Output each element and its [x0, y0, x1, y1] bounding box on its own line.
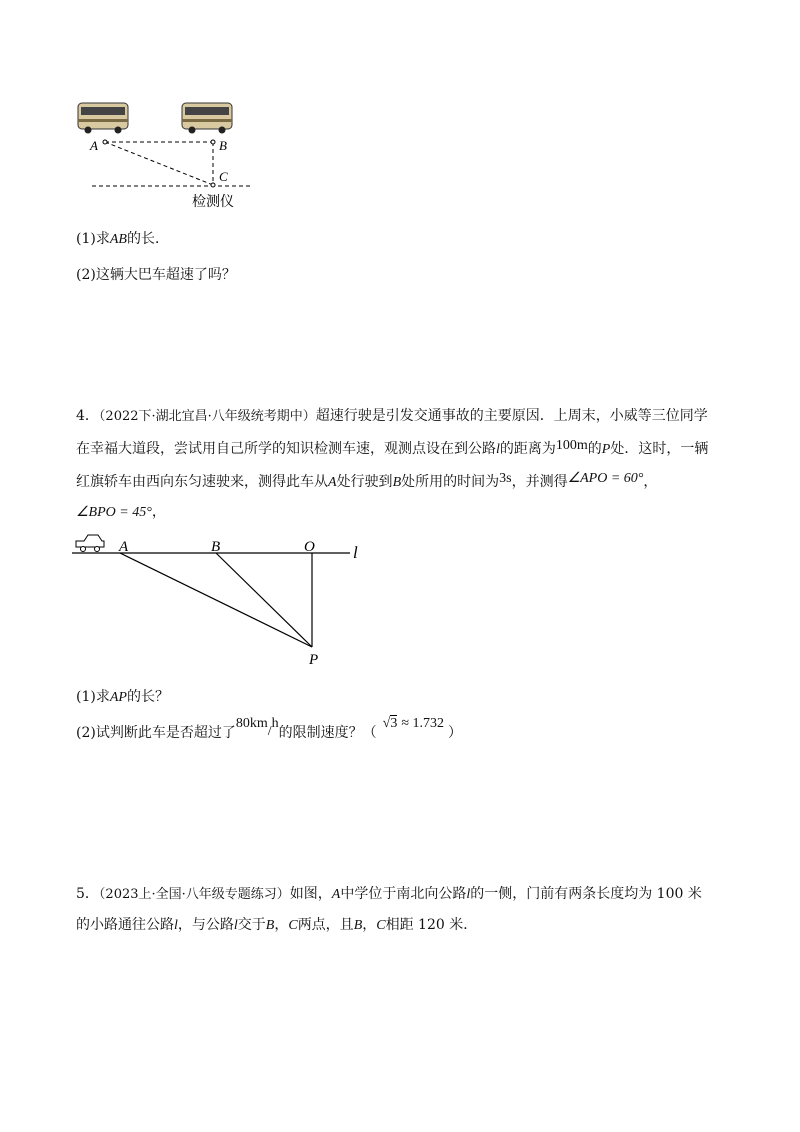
- fig2-label-p: P: [309, 652, 319, 668]
- q5-l1-b: 中学位于南北向公路: [340, 886, 467, 902]
- fig2-label-a: A: [119, 539, 129, 555]
- q3-part1: [76, 228, 169, 251]
- q4-part2: [76, 716, 462, 745]
- fig1-caption: 检测仪: [192, 194, 234, 210]
- q4-l3-B: B: [392, 475, 402, 490]
- car-icon: [76, 535, 104, 552]
- q4-line1: [76, 405, 708, 428]
- q4-root: 3: [390, 716, 398, 731]
- q4-p2-close: ）: [448, 725, 462, 741]
- bus-left-icon: [78, 103, 128, 134]
- q5-l2-B: B: [265, 918, 275, 933]
- q5-l2-b: ，与公路: [177, 917, 234, 933]
- q5-l2-C2: C: [376, 918, 386, 933]
- q4-speed-slash: /: [267, 724, 272, 739]
- sqrt-symbol: √: [382, 716, 391, 731]
- q4-l3-a: 红旗轿车由西向东匀速驶来，测得此车从: [76, 474, 328, 490]
- q4-l2-p: P: [601, 442, 611, 457]
- q4-p1-prefix: (1)求: [76, 689, 110, 705]
- q4-speed-num: 80km: [235, 716, 268, 731]
- q4-p1-suffix: 的长？: [126, 689, 169, 705]
- q5-l2-a: 的小路通往公路: [76, 917, 174, 933]
- road-triangle-diagram: [70, 530, 370, 670]
- segment-ac: [105, 142, 213, 185]
- q5-l1-l: l: [466, 887, 471, 902]
- q4-l2-d: 处．这时，一辆: [610, 441, 709, 457]
- q5-l1-c: 的一侧，门前有两条长度均为 100 米: [470, 886, 702, 902]
- q3-part1-var: AB: [109, 232, 127, 247]
- q5-l2-e: 两点，且: [297, 917, 354, 933]
- q4-source: （2022下·湖北宜昌·八年级统考期中）: [98, 409, 316, 424]
- fig2-label-b: B: [211, 539, 221, 555]
- q4-speed-den: h: [271, 716, 279, 731]
- fig1-label-b: B: [219, 138, 227, 153]
- q3-part1-prefix: (1)求: [76, 231, 110, 247]
- segment-bp: [216, 553, 312, 647]
- q4-line4: [76, 501, 166, 524]
- fig2-label-l: l: [353, 543, 358, 562]
- q4-l3-e: ，: [643, 474, 658, 490]
- q4-l3-d: ，并测得: [511, 474, 568, 490]
- q5-number: 5．: [76, 886, 99, 902]
- q4-l3-A: A: [328, 475, 337, 490]
- q4-angle-bpo: ∠BPO = 45°: [76, 505, 152, 520]
- point-a: [103, 140, 107, 144]
- q5-l2-l: l: [174, 918, 178, 933]
- q3-part2: (2)这辆大巴车超速了吗？: [76, 267, 236, 283]
- q5-l2-d: ，: [274, 917, 289, 933]
- bus-diagram: [70, 95, 270, 215]
- q4-approx: ≈ 1.732: [401, 716, 444, 731]
- q4-p2-prefix: (2)试判断此车是否超过了: [76, 725, 236, 741]
- q4-l4-e: ，: [151, 504, 166, 520]
- q5-l2-C: C: [288, 918, 298, 933]
- segment-ap: [120, 553, 312, 647]
- q4-line3: [76, 471, 657, 494]
- q5-source: （2023上·全国·八年级专题练习）: [98, 887, 290, 902]
- q5-l1-a: 如图，: [289, 886, 332, 902]
- q5-line1: [76, 883, 702, 906]
- q4-l2-b: 的距离为: [499, 441, 556, 457]
- q5-l1-A: A: [331, 887, 341, 902]
- q4-l2-c: 的: [587, 441, 602, 457]
- q3-part1-suffix: 的长．: [126, 231, 169, 247]
- bus-right-icon: [182, 103, 232, 134]
- q5-line2: [76, 914, 477, 937]
- q4-l2-a: 在幸福大道段，尝试用自己所学的知识检测车速，观测点设在到公路: [76, 441, 496, 457]
- q4-l3-c: 处所用的时间为: [401, 474, 500, 490]
- q5-l2-B2: B: [353, 918, 363, 933]
- point-c: [211, 183, 215, 187]
- q4-l2-l: l: [496, 442, 500, 457]
- fig1-label-a: A: [90, 138, 98, 153]
- q4-l2-dist: 100m: [555, 438, 588, 453]
- fig1-label-c: C: [219, 169, 228, 184]
- q4-p1-var: AP: [109, 690, 127, 705]
- q4-l3-t: 3s: [499, 471, 512, 486]
- q4-text: 超速行驶是引发交通事故的主要原因．上周末，小威等三位同学: [315, 408, 708, 424]
- q5-l2-c: 交于: [237, 917, 266, 933]
- q4-angle-apo: ∠APO = 60°: [567, 471, 644, 486]
- q5-l2-l2: l: [233, 918, 238, 933]
- fig2-label-o: O: [304, 539, 315, 555]
- q4-number: 4．: [76, 408, 99, 424]
- q5-l2-g: 相距 120 米．: [385, 917, 478, 933]
- q4-p2-mid: 的限制速度？（: [278, 725, 377, 741]
- q4-part1: [76, 686, 169, 709]
- point-b: [211, 140, 215, 144]
- q4-line2: [76, 438, 708, 461]
- q4-l3-b: 处行驶到: [336, 474, 393, 490]
- q5-l2-f: ，: [362, 917, 377, 933]
